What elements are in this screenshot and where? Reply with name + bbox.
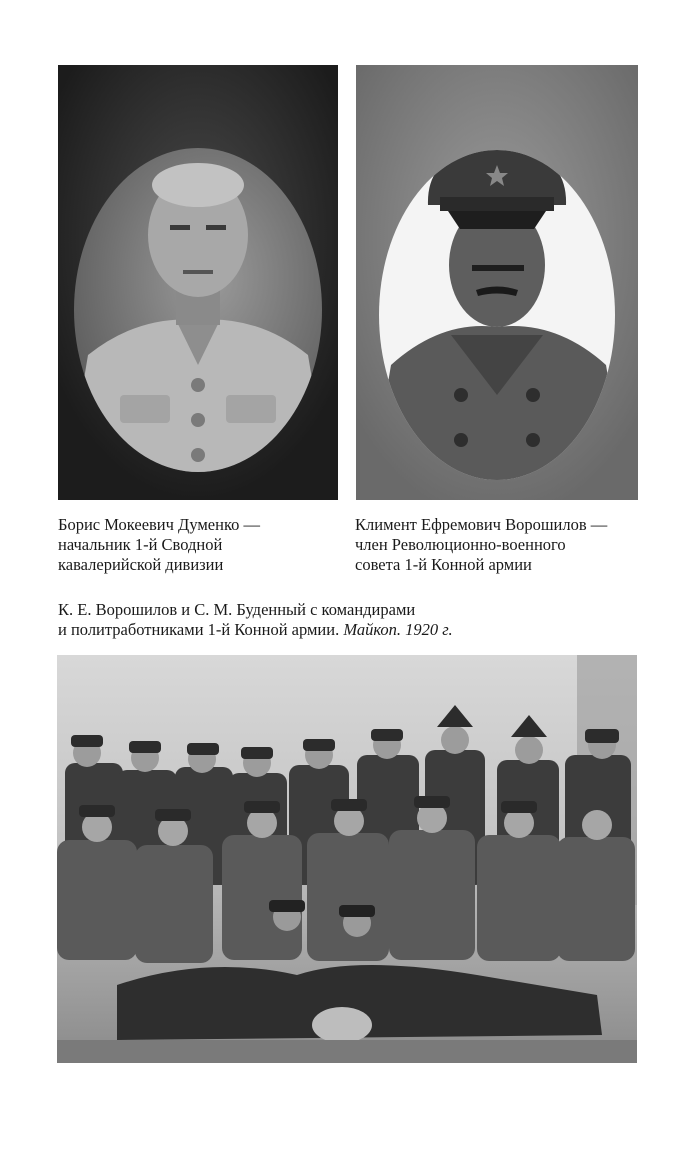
caption-dumenko-role-1: начальник 1-й Сводной [58,535,223,554]
caption-group-line-1: К. Е. Ворошилов и С. М. Буденный с командирами [58,600,416,619]
group-photo [57,655,637,1063]
portrait-voroshilov [356,65,638,500]
caption-dumenko-name: Борис Мокеевич Думенко — [58,515,260,534]
caption-group-line-2 [58,620,453,640]
portrait-dumenko-image [58,65,338,500]
caption-voroshilov-role-1: член Революционно-военного [355,535,566,554]
caption-dumenko-role-2: кавалерийской дивизии [58,555,224,574]
caption-group-place-date: Майкоп. 1920 г. [343,620,453,639]
caption-group-photo [58,600,453,640]
caption-voroshilov-name: Климент Ефремович Ворошилов — [355,515,608,534]
caption-group-line-2-text: и политработниками 1-й Конной армии. [58,620,344,639]
caption-voroshilov [355,515,607,575]
caption-dumenko [58,515,260,575]
caption-voroshilov-role-2: совета 1-й Конной армии [355,555,532,574]
portrait-voroshilov-image [356,65,638,500]
group-photo-image [57,655,637,1063]
portrait-dumenko [58,65,338,500]
